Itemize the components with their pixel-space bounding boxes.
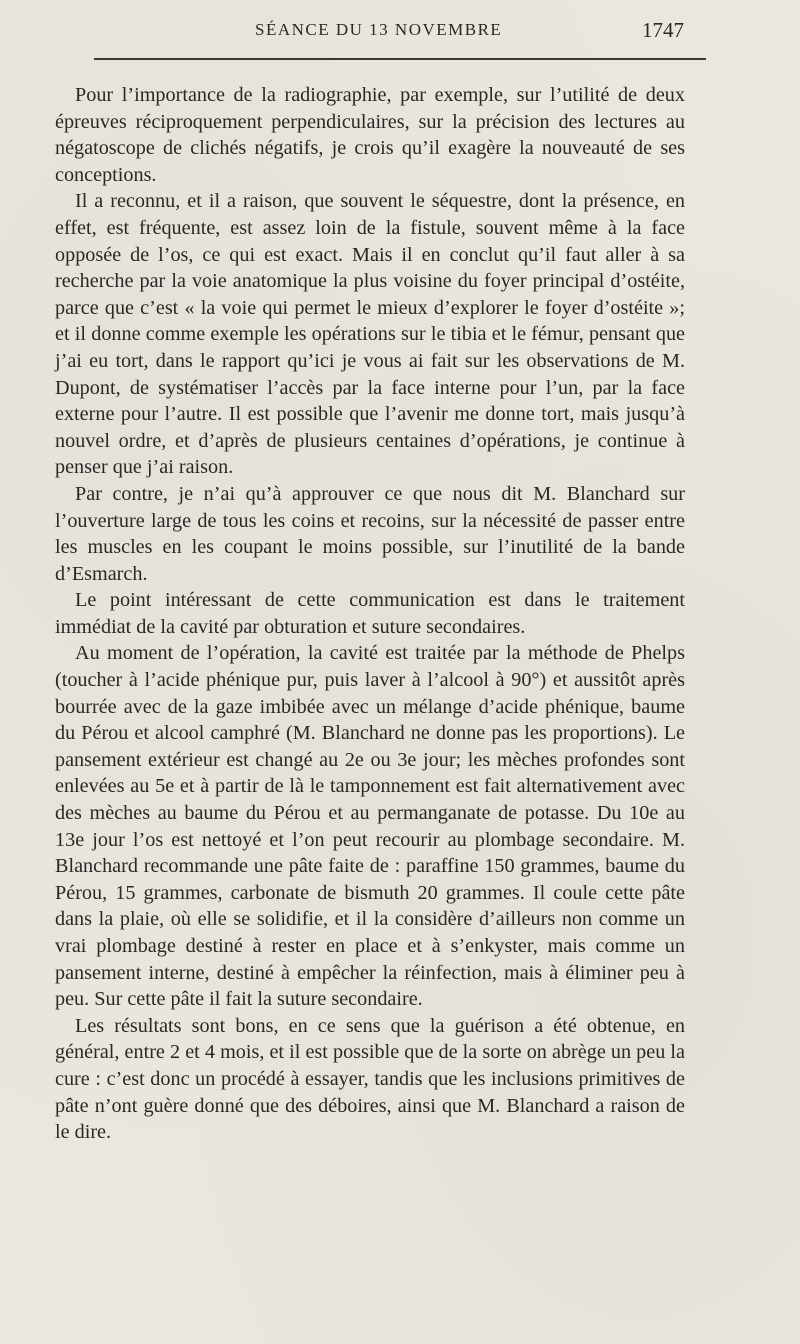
paragraph-2: Il a reconnu, et il a raison, que souvent le séquestre, dont la présence, en effet, est fréquente, est assez loin de la fistule, souvent même à la face opposée de l’os, ce qui est exact. Mais il en conclut qu’il faut aller à sa recherche par la voie anatomique la plus voisine du foyer principal d’ostéite, parce que c’est « la voie qui permet le mieux d’explorer le foyer d’ostéite »; et il donne comme exemple les opérations sur le tibia et le fémur, pensant que j’ai eu tort, dans le rapport qu’ici je vous ai fait sur les observations de M. Dupont, de systématiser l’accès par la face interne pour l’un, par la face externe pour l’autre. Il est possible que l’avenir me donne tort, mais jusqu’à nouvel ordre, et d’après de plusieurs centaines d’opérations, je continue à penser que j’ai raison. bbox=[55, 190, 685, 479]
body-text bbox=[55, 82, 685, 1146]
header-rule bbox=[94, 58, 706, 60]
page-header bbox=[0, 18, 800, 48]
running-title: SÉANCE DU 13 NOVEMBRE bbox=[255, 20, 503, 39]
page-number: 1747 bbox=[642, 18, 684, 42]
paragraph-5: Au moment de l’opération, la cavité est traitée par la méthode de Phelps (toucher à l’acide phénique pur, puis laver à l’alcool à 90°) et aussitôt après bourrée avec de la gaze imbibée avec un mélange d’acide phénique, baume du Pérou et alcool camphré (M. Blanchard ne donne pas les proportions). Le pansement extérieur est changé au 2e ou 3e jour; les mèches profondes sont enlevées au 5e et à partir de là le tamponnement est fait alternativement avec des mèches au baume du Pérou et au permanganate de potasse. Du 10e au 13e jour l’os est nettoyé et l’on peut recourir au plombage secondaire. M. Blanchard recommande une pâte faite de : paraffine 150 grammes, baume du Pérou, 15 grammes, carbonate de bismuth 20 grammes. Il coule cette pâte dans la plaie, où elle se solidifie, et il la considère d’ailleurs non comme un vrai plombage destiné à rester en place et à s’enkyster, mais comme un pansement interne, destiné à empêcher la réinfection, mais à éliminer peu à peu. Sur cette pâte il fait la suture secondaire. bbox=[55, 642, 685, 1011]
paragraph-6: Les résultats sont bons, en ce sens que la guérison a été obtenue, en général, entre 2 et 4 mois, et il est possible que de la sorte on abrège un peu la cure : c’est donc un procédé à essayer, tandis que les inclusions primitives de pâte n’ont guère donné que des déboires, ainsi que M. Blanchard a raison de le dire. bbox=[55, 1014, 685, 1144]
paragraph-4: Le point intéressant de cette communication est dans le traitement immédiat de la cavité par obturation et suture secondaires. bbox=[55, 589, 685, 638]
paragraph-1: Pour l’importance de la radiographie, par exemple, sur l’utilité de deux épreuves réciproquement perpendiculaires, sur la précision des lectures au négatoscope de clichés négatifs, je crois qu’il exagère la nouveauté de ses conceptions. bbox=[55, 84, 685, 186]
paragraph-3: Par contre, je n’ai qu’à approuver ce que nous dit M. Blanchard sur l’ouverture large de tous les coins et recoins, sur la nécessité de passer entre les muscles en les coupant le moins possible, sur l’inutilité de la bande d’Esmarch. bbox=[55, 482, 685, 585]
